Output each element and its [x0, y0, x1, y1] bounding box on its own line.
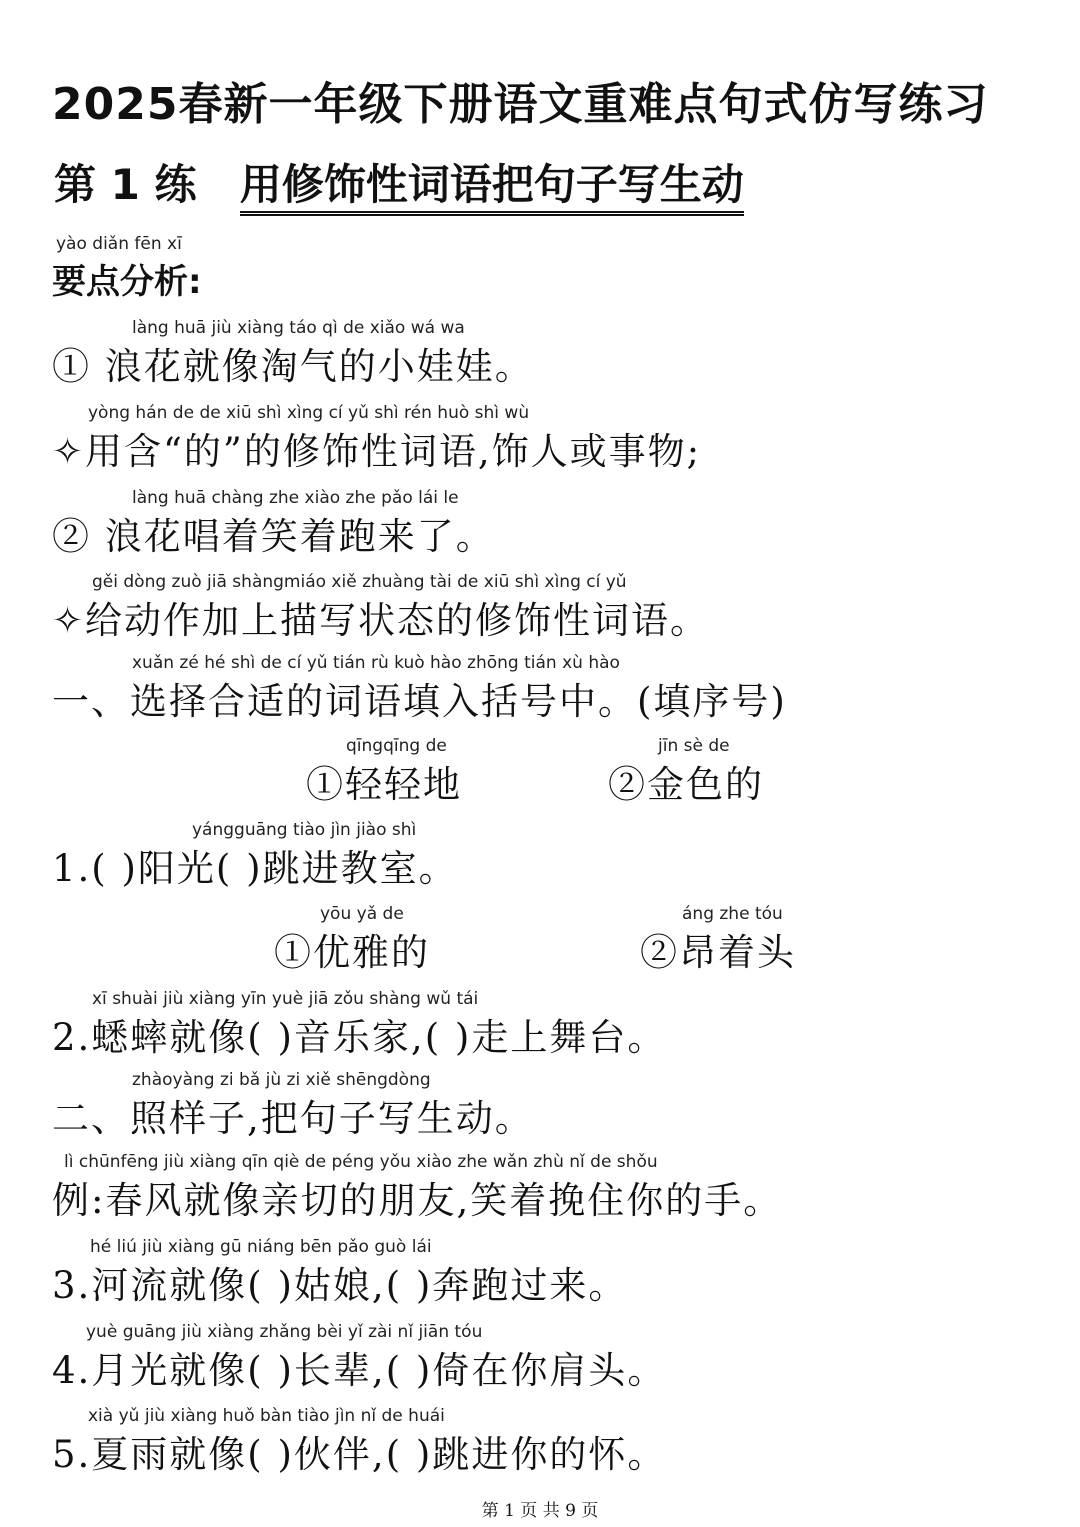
q2-option-1-pinyin: yōu yǎ de	[320, 904, 404, 924]
point-4-pinyin: gěi dòng zuò jiā shàngmiáo xiě zhuàng tài de xiū shì xìng cí yǔ	[92, 572, 627, 592]
q1-option-2: ②金色的	[608, 763, 764, 806]
exercise-4-text: 4.月光就像( )长辈,( )倚在你肩头。	[52, 1349, 667, 1392]
section-1-pinyin: xuǎn zé hé shì de cí yǔ tián rù kuò hào zhōng tián xù hào	[132, 653, 620, 673]
section-2-pinyin: zhàoyàng zi bǎ jù zi xiě shēngdòng	[132, 1070, 431, 1090]
section-2-heading: 二、照样子,把句子写生动。	[52, 1097, 534, 1140]
lesson-topic: 用修饰性词语把句子写生动	[240, 160, 744, 216]
q2-option-2-pinyin: áng zhe tóu	[682, 904, 783, 924]
page-title: 2025春新一年级下册语文重难点句式仿写练习	[52, 79, 989, 130]
exercise-5-text: 5.夏雨就像( )伙伴,( )跳进你的怀。	[52, 1433, 667, 1476]
q1-option-2-pinyin: jīn sè de	[658, 736, 730, 756]
example-text: 例:春风就像亲切的朋友,笑着挽住你的手。	[52, 1179, 783, 1222]
point-3-text: ② 浪花唱着笑着跑来了。	[52, 515, 495, 558]
point-3-pinyin: làng huā chàng zhe xiào zhe pǎo lái le	[132, 488, 459, 508]
q1-option-1: ①轻轻地	[306, 763, 462, 806]
exercise-3-pinyin: hé liú jiù xiàng gū niáng bēn pǎo guò lái	[90, 1237, 432, 1257]
q1-text: 1.( )阳光( )跳进教室。	[52, 847, 458, 890]
point-4-text: ✧给动作加上描写状态的修饰性词语。	[52, 599, 710, 642]
lesson-subtitle	[54, 152, 744, 212]
point-2-pinyin: yòng hán de de xiū shì xìng cí yǔ shì rén huò shì wù	[88, 403, 530, 423]
exercise-3-text: 3.河流就像( )姑娘,( )奔跑过来。	[52, 1264, 628, 1307]
q2-text: 2.蟋蟀就像( )音乐家,( )走上舞台。	[52, 1016, 667, 1059]
analysis-pinyin: yào diǎn fēn xī	[56, 234, 182, 254]
q1-pinyin: yángguāng tiào jìn jiào shì	[192, 820, 417, 840]
lesson-number: 第 1 练	[54, 160, 197, 209]
example-pinyin: lì chūnfēng jiù xiàng qīn qiè de péng yǒu xiào zhe wǎn zhù nǐ de shǒu	[64, 1152, 658, 1172]
point-1-pinyin: làng huā jiù xiàng táo qì de xiǎo wá wa	[132, 318, 465, 338]
q2-option-1: ①优雅的	[274, 931, 430, 974]
exercise-4-pinyin: yuè guāng jiù xiàng zhǎng bèi yǐ zài nǐ jiān tóu	[86, 1322, 483, 1342]
page-footer: 第 1 页 共 9 页	[481, 1501, 599, 1521]
section-1-heading: 一、选择合适的词语填入括号中。(填序号)	[52, 680, 787, 723]
q2-pinyin: xī shuài jiù xiàng yīn yuè jiā zǒu shàng wǔ tái	[92, 989, 479, 1009]
point-1-text: ① 浪花就像淘气的小娃娃。	[52, 345, 534, 388]
exercise-5-pinyin: xià yǔ jiù xiàng huǒ bàn tiào jìn nǐ de huái	[88, 1406, 445, 1426]
q1-option-1-pinyin: qīngqīng de	[346, 736, 447, 756]
q2-option-2: ②昂着头	[640, 931, 796, 974]
point-2-text: ✧用含“的”的修饰性词语,饰人或事物;	[52, 430, 702, 473]
analysis-heading: 要点分析:	[52, 262, 202, 302]
